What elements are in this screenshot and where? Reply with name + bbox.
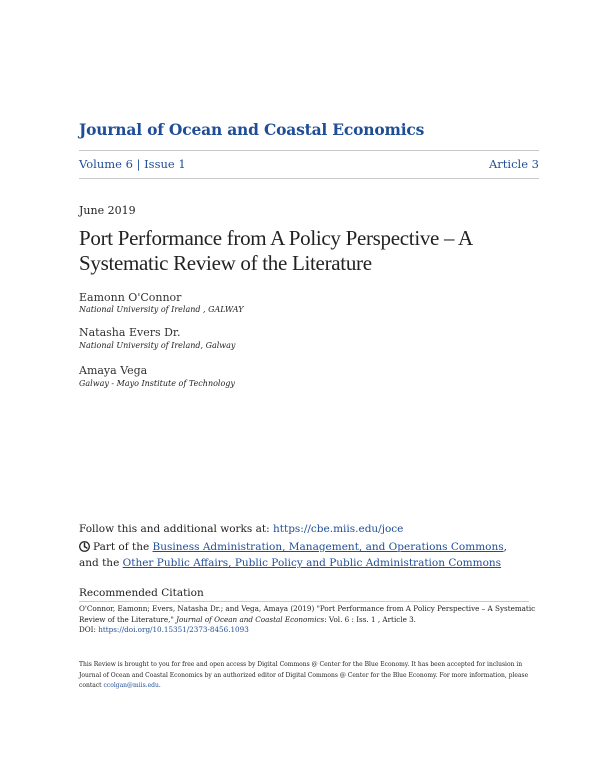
business-commons-link[interactable]: Business Administration, Management, and Operations Commons [152,541,504,553]
doi-label: DOI: [79,625,99,634]
author-name: Amaya Vega [79,364,148,377]
access-notice [79,660,529,692]
article-title: Port Performance from A Policy Perspective – A Systematic Review of the Literature [79,226,472,275]
publication-date: June 2019 [79,204,136,217]
citation-line: O'Connor, Eamonn; Evers, Natasha Dr.; and Vega, Amaya (2019) "Port Performance from A Policy Perspective – A Systematic Review of the Literature," [79,604,536,624]
follow-url-link[interactable]: https://cbe.miis.edu/joce [273,523,404,535]
part-of-prefix: Part of the [93,541,153,553]
follow-line [79,523,403,535]
author-name: Natasha Evers Dr. [79,326,181,339]
volume-issue-link[interactable]: Volume 6 | Issue 1 [79,157,186,171]
citation-text [79,604,539,636]
journal-title[interactable]: Journal of Ocean and Coastal Economics [79,120,425,139]
public-affairs-commons-link[interactable]: Other Public Affairs, Public Policy and Public Administration Commons [122,557,502,569]
commons-tag-icon [79,541,90,556]
doi-link[interactable]: https://doi.org/10.15351/2373-8456.1093 [98,625,249,634]
citation-journal: Journal of Ocean and Coastal Economics [176,614,325,624]
author-affiliation: National University of Ireland , GALWAY [79,305,244,314]
recommended-citation-heading: Recommended Citation [79,587,204,599]
author-affiliation: Galway - Mayo Institute of Technology [79,379,235,388]
citation-volume: : Vol. 6 : Iss. 1 , Article 3. [324,614,416,624]
citation-divider [79,601,529,602]
follow-prefix: Follow this and additional works at: [79,523,273,535]
contact-email-link[interactable]: ccolgan@miis.edu [103,682,159,689]
part-of-middle: , and the [79,541,507,569]
author-affiliation: National University of Ireland, Galway [79,341,236,350]
article-number-link[interactable]: Article 3 [489,157,539,171]
author-name: Eamonn O'Connor [79,291,182,304]
commons-line [79,540,529,570]
notice-end: . [158,682,161,689]
notice-text: This Review is brought to you for free and open access by Digital Commons @ Center for the Blue Economy. It has been accepted for inclusion in Journal of Ocean and Coastal Economics by an authorized editor of Digital Commons @ Center for the Blue Economy. For more information, please contact [79,661,529,689]
volume-bar [79,150,539,179]
